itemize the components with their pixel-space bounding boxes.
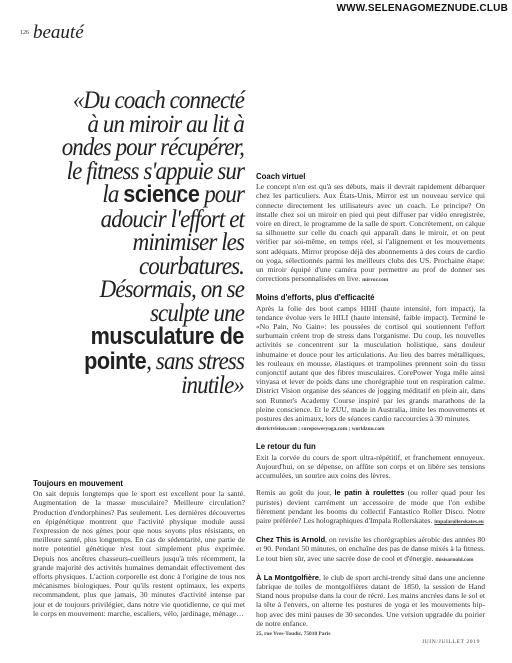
roller-source: impalarollerskates.eu [434, 518, 484, 525]
section-title: beauté [33, 22, 84, 43]
efforts-heading: Moins d'efforts, plus d'efficacité [256, 293, 375, 303]
page-number: 126 [20, 30, 29, 36]
left-column [33, 479, 245, 626]
pull-quote-part1: «Du coach connecté à un miroir au lit à ondes pour récupérer, le fitness s'appuie sur la [61, 85, 245, 208]
arnold-source: thisisarnold.com [435, 556, 474, 563]
montgolfiere-paragraph: À La Montgolfière, le club de sport archi-trendy situé dans une ancienne fabrique de toiles de montgolfières datant de 1850, la session de Hand Stand nous propulse dans la cour de récré. Les mains ancrées dans le sol et la tête à l'envers, on alterne les postures de yoga et les mouvements hip-hop avec des mini pauses de 30 secondes. Une version upgradée du poirier de notre enfance. 25, rue Yves-Toudic, 75010 Paris [256, 572, 485, 637]
coach-source: mirror.com [362, 277, 389, 284]
fun-paragraph: Exit la corvée du cours de sport ultra-répétitif, et franchement ennuyeux. Aujourd'hui, on se dépense, on affûte son corps et on libère ses tensions accumulées, un sourire aux coins des lèvres. [256, 452, 485, 481]
mouvement-paragraph: On sait depuis longtemps que le sport est excellent pour la santé. Augmentation de la masse musculaire? Meilleure circulation? Production d'endorphines? Pas seulement. Les dernières découvertes en épigénétique montrent que l'activité physique module aussi l'expression de nos gènes pour que nous soyons plus résistants, en meilleure santé, plus longtemps. En cas de sédentarité, une partie de notre potentiel génétique n'est tout simplement plus exprimée. Depuis nos ancêtres chasseurs-cueilleurs jusqu'à très récemment, la grande majorité des activités humaines demandait effectivement des efforts physiques. L'action corporelle est donc à l'origine de tous nos mécanismes biologiques. Pour qu'ils restent optimaux, les experts recommandent, plus que jamais, 30 minutes d'activité intense par jour et de toujours privilégier, dans notre vie quotidienne, ce qui met le corps en mouvement: marche, escaliers, vélo, jardinage, ménage… [33, 489, 245, 618]
pull-quote-bold1: science [123, 181, 200, 208]
pull-quote-bold2: musculature de pointe [84, 323, 245, 375]
pull-quote-part2: pour adoucir l'effort et minimiser les courbatures. Désormais, on se sculpte une [99, 179, 244, 327]
efforts-paragraph: Après la folie des boot camps HIHI (haute intensité, fort impact), la tendance évolue vers le HILI (haute intensité, faible impact). Terminé le «No Pain, No Gain»: les poussées de cortisol qui soutiennent l'effort surhumain créent trop de stress dans l'organisme. Du coup, les nouvelles activités se concentrent sur la musculation holistique, sans douleur inhumaine et douce pour les articulations. Au lieu des barres métalliques, les rouleaux en mousse, élastiques et trampolines prennent soin du tissu conjonctif autant que des fibres musculaires. CorePower Yoga mêle ainsi vinyasa et lever de poids dans une chorégraphie tout en respiration calme. District Vision organise des séances de jogging méditatif en plein air, dans son Runner's Academy Course inspiré par les grands marathons de la pleine conscience. Et le ZUU, made in Australia, imite les mouvements et postures des animaux, lors de séances cardio raccourcies à 30 minutes. districtvision.com ; corepoweryoga.com ; worldzuu.com [256, 303, 485, 433]
footer-date: JUIN/JUILLET 2019 [421, 639, 480, 645]
pull-quote [60, 85, 245, 399]
coach-paragraph: Le concept n'en est qu'à ses débuts, mais il devrait rapidement débarquer chez les particuliers. Aux États-Unis, Mirror est un nouveau service qui connecte directement les utilisateurs avec un coach. Le principe? On installe chez soi un miroir en pied qui peut diffuser par vidéo enregistrée, voire en direct, le programme de la salle de sport. Concrètement, on calque sa silhouette sur celle du coach qui apparaît dans le miroir, et on peut vérifier par soi-même, en temps réel, si l'alignement et les mouvements sont adéquats. Mirror propose déjà des abonnements à des cours de cardio ou yoga, sélectionnés parmi les meilleurs clubs des US. Prochaine étape: un miroir équipé d'une caméra pour permettre au prof de donner ses corrections personnalisées en live. mirror.com [256, 182, 485, 284]
watermark: WWW.SELENAGOMEZNUDE.CLUB [336, 3, 508, 14]
pull-quote-part3: , sans stress inutile» [146, 345, 244, 399]
mouvement-heading: Toujours en mouvement [33, 479, 123, 488]
arnold-paragraph: Chez This is Arnold, on revisite les chorégraphies aérobic des années 80 et 90. Pendant 50 minutes, on enchaîne des pas de danse mixés à la fitness. Le tout bien sûr, avec une sacrée dose de cool et d'énergie. thisisarnold.com [256, 535, 485, 563]
coach-heading: Coach virtuel [256, 172, 306, 181]
montgolfiere-source: 25, rue Yves-Toudic, 75010 Paris [256, 630, 331, 637]
roller-paragraph: Remis au goût du jour, le patin à roulettes (ou roller quad pour les puristes) devient carrément un accessoire de mode que l'on exhibe fièrement pendant les booms du collectif Fantastico Roller Disco. Notre paire préférée? Les holographiques d'Impala Rollerskates. impalarollerskates.eu [256, 488, 485, 525]
fun-heading: Le retour du fun [256, 442, 316, 452]
efforts-source: districtvision.com ; corepoweryoga.com ; worldzuu.com [256, 426, 385, 433]
right-column [256, 172, 485, 647]
